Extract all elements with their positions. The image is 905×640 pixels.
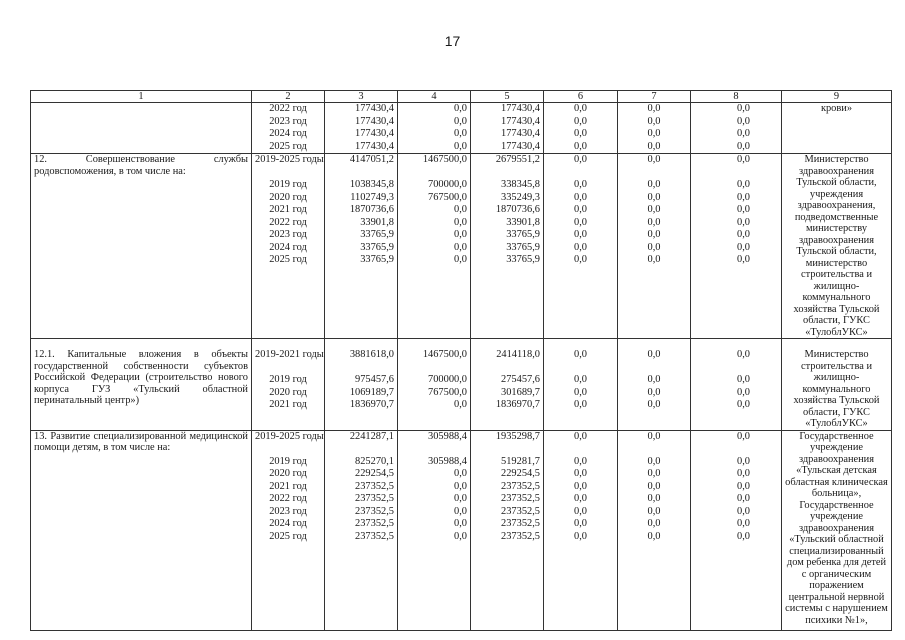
cell-value: 0,0 [647, 349, 661, 360]
cell-value: 2025 год [269, 530, 307, 542]
cell-value: 0,0 [574, 505, 587, 517]
cell-value: 1069189,7 [349, 386, 394, 398]
cell-value: 2025 год [269, 140, 307, 152]
responsible-executor: Государственное учреждение здравоохранения «Тульская детская областная клиническая больница», Государственное учреждение здравоохранения «Тульский областной специализированный дом ребенка для детей с органическим поражением центральной нервной системы с нарушением психики №1», [782, 430, 892, 630]
cell-value: 2024 год [269, 518, 307, 529]
cell-value: 0,0 [737, 115, 750, 127]
cell-value: 0,0 [737, 216, 750, 228]
cell-value: 0,0 [737, 349, 750, 360]
cell-value: 0,0 [737, 191, 750, 203]
cell-value: 305988,4 [428, 455, 467, 467]
cell-value: 0,0 [647, 254, 661, 265]
cell-value: 1836970,7 [349, 399, 394, 410]
cell-value: 3881618,0 [349, 349, 394, 360]
cell-value: 767500,0 [428, 191, 467, 203]
cell-value: 975457,6 [355, 374, 394, 385]
cell-value: 0,0 [454, 468, 467, 479]
cell-value: 0,0 [647, 128, 661, 139]
table-row [31, 154, 892, 339]
cell-value: 2022 год [269, 493, 307, 504]
cell-value: 0,0 [737, 455, 750, 467]
cell-value: 0,0 [737, 204, 750, 215]
header-row [31, 91, 892, 103]
amount-cell-c8 [691, 154, 782, 339]
cell-value: 0,0 [737, 480, 750, 492]
cell-value: 0,0 [647, 386, 661, 398]
cell-value: 2020 год [269, 191, 307, 203]
header-cell: 5 [471, 91, 544, 103]
years-cell [252, 339, 325, 431]
cell-value: 0,0 [454, 204, 467, 215]
item-description: 13. Развитие специализированной медицинской помощи детям, в том числе на: [31, 430, 252, 630]
cell-value: 0,0 [647, 191, 661, 203]
header-cell: 4 [398, 91, 471, 103]
years-cell [252, 154, 325, 339]
cell-value: 0,0 [737, 254, 750, 265]
cell-value: 177430,4 [501, 140, 540, 152]
cell-value: 700000,0 [428, 374, 467, 385]
cell-value: 0,0 [647, 455, 661, 467]
cell-value: 0,0 [737, 229, 750, 240]
amount-cell-c5 [471, 103, 544, 154]
amount-cell-c6 [544, 430, 618, 630]
cell-value: 0,0 [574, 115, 587, 127]
cell-value: 2022 год [269, 103, 307, 114]
cell-value: 2024 год [269, 241, 307, 253]
cell-value: 0,0 [574, 518, 587, 529]
cell-value: 1870736,6 [495, 204, 540, 215]
cell-value: 1467500,0 [422, 349, 467, 360]
cell-value: 33765,9 [360, 254, 394, 265]
cell-value: 0,0 [454, 103, 467, 114]
cell-value: 0,0 [454, 115, 467, 127]
cell-value: 2414118,0 [496, 349, 540, 360]
cell-value: 0,0 [647, 140, 661, 152]
cell-value: 33901,8 [506, 216, 540, 228]
amount-cell-c6 [544, 103, 618, 154]
cell-value: 305988,4 [428, 430, 467, 442]
cell-value: 2021 год [269, 480, 307, 492]
cell-value: 0,0 [574, 103, 587, 114]
cell-value: 1038345,8 [349, 179, 394, 190]
amount-cell-c8 [691, 430, 782, 630]
cell-value: 2025 год [269, 254, 307, 265]
cell-value: 0,0 [647, 204, 661, 215]
cell-value: 0,0 [737, 374, 750, 385]
cell-value: 237352,5 [355, 480, 394, 492]
cell-value: 237352,5 [355, 530, 394, 542]
cell-value: 177430,4 [355, 115, 394, 127]
cell-value: 0,0 [737, 128, 750, 139]
cell-value: 0,0 [454, 480, 467, 492]
cell-value: 2023 год [269, 115, 307, 127]
budget-table [30, 90, 892, 631]
table-row [31, 430, 892, 630]
cell-value: 0,0 [574, 455, 587, 467]
cell-value: 0,0 [737, 468, 750, 479]
amount-cell-c4 [398, 154, 471, 339]
cell-value: 33765,9 [360, 241, 394, 253]
page-number: 17 [444, 33, 461, 49]
cell-value: 177430,4 [501, 115, 540, 127]
cell-value: 33765,9 [506, 241, 540, 253]
cell-value: 0,0 [574, 229, 587, 240]
amount-cell-c5 [471, 430, 544, 630]
cell-value: 275457,6 [501, 374, 540, 385]
cell-value: 0,0 [454, 128, 467, 139]
years-cell [252, 103, 325, 154]
cell-value: 0,0 [647, 154, 661, 165]
cell-value: 1836970,7 [495, 399, 540, 410]
cell-value: 0,0 [737, 430, 750, 442]
amount-cell-c3 [325, 430, 398, 630]
cell-value: 0,0 [737, 179, 750, 190]
cell-value: 33901,8 [360, 216, 394, 228]
cell-value: 0,0 [454, 518, 467, 529]
cell-value: 0,0 [737, 241, 750, 253]
cell-value: 0,0 [647, 530, 661, 542]
responsible-executor: Министерство строительства и жилищно-коммунального хозяйства Тульской области, ГУКС «ТулоблУКС» [782, 339, 892, 431]
responsible-executor: крови» [782, 103, 892, 154]
cell-value: 0,0 [574, 128, 587, 139]
cell-value: 2019 год [269, 455, 307, 467]
cell-value: 2019 год [269, 374, 307, 385]
cell-value: 0,0 [647, 229, 661, 240]
cell-value: 237352,5 [355, 518, 394, 529]
cell-value: 2019 год [269, 179, 307, 190]
cell-value: 0,0 [647, 241, 661, 253]
cell-value: 2023 год [269, 505, 307, 517]
cell-value: 2022 год [269, 216, 307, 228]
amount-cell-c8 [691, 103, 782, 154]
cell-value: 0,0 [454, 399, 467, 410]
cell-value: 177430,4 [501, 128, 540, 139]
table-row-continuation [31, 103, 892, 154]
amount-cell-c5 [471, 339, 544, 431]
cell-value: 0,0 [574, 179, 587, 190]
cell-value: 0,0 [574, 216, 587, 228]
cell-value: 0,0 [647, 468, 661, 479]
header-cell: 1 [31, 91, 252, 103]
cell-value: 0,0 [574, 140, 587, 152]
cell-value: 0,0 [574, 530, 587, 542]
cell-value: 0,0 [737, 530, 750, 542]
cell-value: 177430,4 [355, 128, 394, 139]
item-description: 12. Совершенствование службы родовспоможения, в том числе на: [31, 154, 252, 339]
amount-cell-c5 [471, 154, 544, 339]
amount-cell-c6 [544, 154, 618, 339]
cell-value: 0,0 [647, 399, 661, 410]
cell-value: 0,0 [454, 254, 467, 265]
cell-value: 0,0 [737, 518, 750, 529]
cell-value: 0,0 [737, 386, 750, 398]
cell-value: 0,0 [454, 241, 467, 253]
cell-value: 0,0 [454, 505, 467, 517]
cell-value: 0,0 [647, 216, 661, 228]
header-cell: 9 [782, 91, 892, 103]
cell-value: 0,0 [574, 254, 587, 265]
amount-cell-c7 [618, 339, 691, 431]
cell-value: 33765,9 [506, 254, 540, 265]
cell-value: 177430,4 [355, 103, 394, 114]
cell-value: 0,0 [737, 493, 750, 504]
cell-value: 0,0 [737, 399, 750, 410]
cell-value: 700000,0 [428, 179, 467, 190]
cell-value: 237352,5 [501, 493, 540, 504]
cell-value: 0,0 [737, 103, 750, 114]
cell-value: 2019-2025 годы [255, 430, 324, 442]
cell-value: 0,0 [737, 505, 750, 517]
table-row [31, 339, 892, 431]
cell-value: 0,0 [454, 216, 467, 228]
cell-value: 177430,4 [501, 103, 540, 114]
amount-cell-c7 [618, 430, 691, 630]
cell-value: 177430,4 [355, 140, 394, 152]
cell-value: 1935298,7 [495, 430, 540, 442]
cell-value: 0,0 [574, 399, 587, 410]
cell-value: 237352,5 [501, 505, 540, 517]
cell-value: 0,0 [454, 140, 467, 152]
amount-cell-c4 [398, 339, 471, 431]
cell-value: 0,0 [737, 140, 750, 152]
cell-value: 2021 год [269, 204, 307, 215]
cell-value: 237352,5 [501, 480, 540, 492]
cell-value: 335249,3 [501, 191, 540, 203]
cell-value: 4147051,2 [349, 154, 394, 165]
cell-value: 237352,5 [501, 530, 540, 542]
cell-value: 767500,0 [428, 386, 467, 398]
cell-value: 301689,7 [501, 386, 540, 398]
cell-value: 0,0 [647, 374, 661, 385]
cell-value: 0,0 [574, 430, 587, 442]
cell-value: 0,0 [454, 530, 467, 542]
responsible-executor: Министерство здравоохранения Тульской области, учреждения здравоохранения, подведомственные министерству здравоохранения Тульской области, министерство строительства и жилищно-коммунального хозяйства Тульской области, ГУКС «ТулоблУКС» [782, 154, 892, 339]
cell-value: 0,0 [574, 374, 587, 385]
cell-value: 0,0 [647, 505, 661, 517]
cell-value: 0,0 [574, 204, 587, 215]
cell-value: 0,0 [574, 191, 587, 203]
cell-value: 0,0 [647, 480, 661, 492]
cell-value: 2679551,2 [495, 154, 540, 165]
amount-cell-c7 [618, 154, 691, 339]
cell-value: 1870736,6 [349, 204, 394, 215]
cell-value: 229254,5 [355, 468, 394, 479]
cell-value: 2019-2025 годы [255, 154, 324, 165]
item-description [31, 103, 252, 154]
header-cell: 3 [325, 91, 398, 103]
cell-value: 0,0 [647, 103, 661, 114]
cell-value: 0,0 [647, 493, 661, 504]
cell-value: 0,0 [647, 115, 661, 127]
cell-value: 519281,7 [501, 455, 540, 467]
cell-value: 1467500,0 [422, 154, 467, 165]
cell-value: 237352,5 [355, 493, 394, 504]
cell-value: 229254,5 [501, 468, 540, 479]
amount-cell-c7 [618, 103, 691, 154]
header-cell: 8 [691, 91, 782, 103]
cell-value: 237352,5 [501, 518, 540, 529]
amount-cell-c4 [398, 430, 471, 630]
cell-value: 0,0 [647, 179, 661, 190]
amount-cell-c8 [691, 339, 782, 431]
cell-value: 0,0 [454, 493, 467, 504]
cell-value: 237352,5 [355, 505, 394, 517]
cell-value: 2019-2021 годы [255, 349, 324, 360]
header-cell: 2 [252, 91, 325, 103]
cell-value: 0,0 [574, 241, 587, 253]
cell-value: 0,0 [574, 154, 587, 165]
cell-value: 33765,9 [506, 229, 540, 240]
cell-value: 2020 год [269, 386, 307, 398]
cell-value: 0,0 [737, 154, 750, 165]
cell-value: 825270,1 [355, 455, 394, 467]
cell-value: 33765,9 [360, 229, 394, 240]
cell-value: 0,0 [574, 386, 587, 398]
header-cell: 7 [618, 91, 691, 103]
cell-value: 2023 год [269, 229, 307, 240]
amount-cell-c4 [398, 103, 471, 154]
cell-value: 338345,8 [501, 179, 540, 190]
cell-value: 0,0 [574, 493, 587, 504]
years-cell [252, 430, 325, 630]
amount-cell-c3 [325, 339, 398, 431]
amount-cell-c3 [325, 103, 398, 154]
cell-value: 2020 год [269, 468, 307, 479]
amount-cell-c6 [544, 339, 618, 431]
amount-cell-c3 [325, 154, 398, 339]
cell-value: 0,0 [574, 468, 587, 479]
item-description: 12.1. Капитальные вложения в объекты государственной собственности субъектов Российской Федерации (строительство нового корпуса ГУЗ «Тульский областной перинатальный центр») [31, 339, 252, 431]
cell-value: 0,0 [647, 430, 661, 442]
cell-value: 2241287,1 [349, 430, 394, 442]
cell-value: 0,0 [647, 518, 661, 529]
cell-value: 0,0 [574, 349, 587, 360]
cell-value: 0,0 [574, 480, 587, 492]
cell-value: 2024 год [269, 128, 307, 139]
cell-value: 0,0 [454, 229, 467, 240]
cell-value: 2021 год [269, 399, 307, 410]
cell-value: 1102749,3 [350, 191, 394, 203]
header-cell: 6 [544, 91, 618, 103]
